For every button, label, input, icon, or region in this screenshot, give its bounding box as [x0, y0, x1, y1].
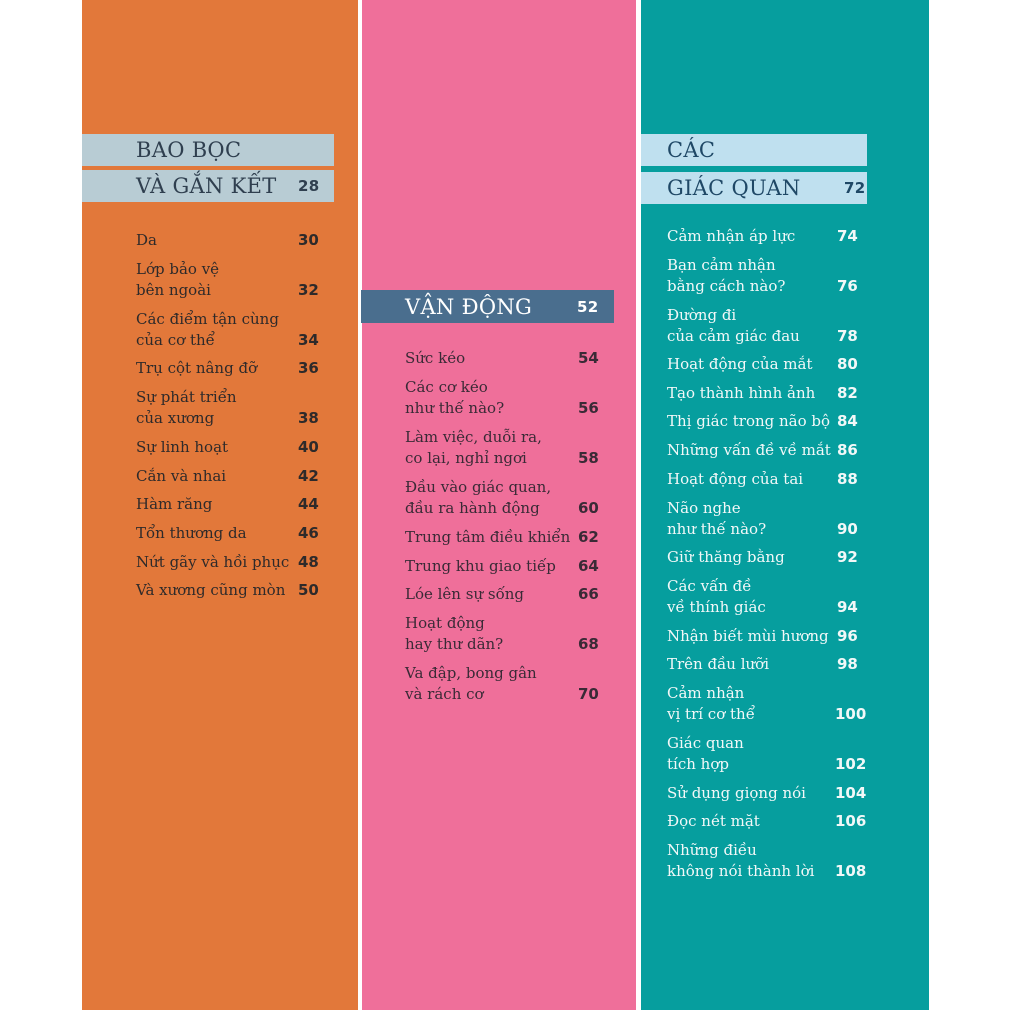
toc-entry [136, 259, 319, 301]
toc-entry-title-line: Tạo thành hình ảnh [667, 384, 816, 402]
toc-entry [405, 427, 599, 469]
toc-entry-page-number: 36 [298, 359, 319, 377]
toc-entry-page-number: 80 [837, 355, 858, 373]
toc-entry [667, 411, 858, 432]
toc-entry [667, 683, 867, 725]
toc-entry-title-line: Cắn và nhai [136, 467, 227, 485]
toc-entry-page-number: 96 [837, 627, 858, 645]
section-header [361, 290, 614, 323]
toc-entry-title-line: Làm việc, duỗi ra, [405, 428, 542, 446]
toc-entry-title-line: Sức kéo [405, 349, 466, 367]
toc-entry-page-number: 92 [837, 548, 858, 566]
toc-entry-title-line: Hoạt động [405, 614, 485, 632]
toc-entry-page-number: 38 [298, 409, 319, 427]
toc-entry-title-line: Não nghe [667, 499, 741, 517]
toc-entry-page-number: 94 [837, 598, 858, 616]
toc-entry-title-line: Nứt gãy và hồi phục [136, 553, 290, 571]
section-column-van-dong [362, 0, 636, 1010]
toc-entry [405, 556, 599, 577]
toc-entry [667, 305, 858, 347]
toc-entry-title-line: Lớp bảo vệ [136, 260, 220, 278]
toc-entry-page-number: 34 [298, 331, 319, 349]
toc-entry-title-line: Các vấn đề [667, 577, 752, 595]
toc-entry-title-line: Sự linh hoạt [136, 438, 229, 456]
toc-entry-title-line: Giác quan [667, 734, 744, 752]
section-title-line-1: CÁC [667, 138, 716, 162]
toc-entry [667, 626, 858, 647]
section-page-number: 28 [298, 177, 320, 195]
toc-entry-title-line: của xương [136, 409, 215, 427]
toc-entry-title-line: Thị giác trong não bộ [667, 412, 831, 430]
toc-entry [405, 584, 599, 605]
toc-entry-title-line: không nói thành lời [667, 862, 815, 880]
toc-entry [405, 377, 599, 419]
section-column-cac-giac-quan [641, 0, 929, 1010]
toc-entry-page-number: 64 [578, 557, 599, 575]
toc-entry-page-number: 56 [578, 399, 599, 417]
toc-entry [667, 840, 867, 882]
toc-entry-title-line: như thế nào? [667, 520, 767, 538]
toc-entry-title-line: Những vấn đề về mắt [667, 441, 831, 459]
toc-entry-title-line: co lại, nghỉ ngơi [405, 449, 527, 467]
toc-entry-page-number: 100 [835, 705, 867, 723]
section-header-line-1 [641, 134, 867, 166]
toc-entry [136, 494, 319, 515]
toc-entry-page-number: 108 [835, 862, 867, 880]
toc-entry-page-number: 58 [578, 449, 599, 467]
toc-entry-title-line: Đầu vào giác quan, [405, 478, 552, 496]
toc-entry-title-line: Tổn thương da [136, 524, 247, 542]
toc-entry-title-line: Trung tâm điều khiển [405, 528, 571, 546]
toc-entry-title-line: của cơ thể [136, 331, 215, 349]
toc-entry-page-number: 82 [837, 384, 858, 402]
section-header-line-2 [82, 170, 334, 202]
toc-entry-title-line: Nhận biết mùi hương [667, 627, 829, 645]
toc-entry-title-line: bên ngoài [136, 281, 211, 299]
toc-entry [136, 552, 319, 573]
toc-entry-page-number: 66 [578, 585, 599, 603]
toc-entry-page-number: 84 [837, 412, 858, 430]
toc-entry [136, 387, 319, 429]
section-page-number: 52 [577, 297, 599, 316]
toc-entry [405, 527, 599, 548]
toc-entry-page-number: 102 [835, 755, 867, 773]
toc-entry [667, 811, 867, 832]
toc-entry-title-line: về thính giác [667, 598, 766, 616]
section-title-line-1: BAO BỌC [136, 138, 242, 162]
toc-entry-title-line: Đường đi [667, 306, 737, 324]
toc-entry-title-line: bằng cách nào? [667, 277, 786, 295]
toc-entry [136, 523, 319, 544]
toc-entry-title-line: Các cơ kéo [405, 378, 488, 396]
toc-entry-title-line: Bạn cảm nhận [667, 256, 776, 274]
toc-entry-page-number: 60 [578, 499, 599, 517]
toc-entry [667, 547, 858, 568]
toc-entry [136, 466, 319, 487]
toc-entry-title-line: Hoạt động của tai [667, 470, 804, 488]
toc-entry [405, 348, 599, 369]
toc-entry-page-number: 70 [578, 685, 599, 703]
toc-entry-title-line: và rách cơ [405, 685, 484, 703]
toc-entry-page-number: 40 [298, 438, 319, 456]
toc-entry-page-number: 86 [837, 441, 858, 459]
toc-entry-page-number: 68 [578, 635, 599, 653]
toc-entry-page-number: 48 [298, 553, 319, 571]
toc-entry-page-number: 98 [837, 655, 858, 673]
toc-entry [667, 498, 858, 540]
toc-entry-page-number: 44 [298, 495, 319, 513]
toc-entry-title-line: Da [136, 231, 157, 249]
toc-entry-title-line: hay thư dãn? [405, 635, 504, 653]
toc-entry-page-number: 88 [837, 470, 858, 488]
toc-entry-page-number: 104 [835, 784, 867, 802]
toc-entry-page-number: 42 [298, 467, 319, 485]
toc-entry [667, 576, 858, 618]
section-header-line-1 [82, 134, 334, 166]
toc-entry-title-line: Sự phát triển [136, 388, 237, 406]
toc-entry-title-line: vị trí cơ thể [667, 705, 755, 723]
toc-entry-page-number: 78 [837, 327, 858, 345]
toc-entry-page-number: 54 [578, 349, 599, 367]
toc-entry-page-number: 90 [837, 520, 858, 538]
toc-entry-title-line: Trên đầu lưỡi [667, 655, 769, 673]
toc-entry-page-number: 32 [298, 281, 319, 299]
toc-entry [667, 733, 867, 775]
toc-entry [136, 437, 319, 458]
toc-entry [405, 663, 599, 705]
toc-entry [405, 477, 599, 519]
toc-entry-page-number: 74 [837, 227, 858, 245]
toc-entry-title-line: của cảm giác đau [667, 327, 800, 345]
section-header-line-2 [641, 172, 867, 204]
toc-entry-title-line: Hàm răng [136, 495, 213, 513]
toc-entry-page-number: 106 [835, 812, 867, 830]
toc-entry-title-line: Cảm nhận áp lực [667, 227, 796, 245]
toc-entry-title-line: Va đập, bong gân [405, 664, 537, 682]
toc-entry-title-line: tích hợp [667, 755, 729, 773]
toc-entry-title-line: Hoạt động của mắt [667, 355, 813, 373]
toc-entry-page-number: 50 [298, 581, 319, 599]
toc-entry-title-line: Trung khu giao tiếp [405, 557, 556, 575]
toc-entry-title-line: Và xương cũng mòn [136, 581, 286, 599]
toc-entry [136, 309, 319, 351]
toc-entry [667, 255, 858, 297]
toc-entry-page-number: 30 [298, 231, 319, 249]
toc-entry [667, 783, 867, 804]
toc-entry-title-line: Lóe lên sự sống [405, 585, 525, 603]
toc-entry-page-number: 76 [837, 277, 858, 295]
toc-entry [136, 358, 319, 379]
section-title: VẬN ĐỘNG [405, 294, 533, 319]
toc-entry [667, 469, 858, 490]
toc-entry-title-line: Giữ thăng bằng [667, 548, 785, 566]
toc-entry [136, 230, 319, 251]
toc-entry-title-line: như thế nào? [405, 399, 505, 417]
toc-entry-title-line: đầu ra hành động [405, 499, 540, 517]
toc-entry-title-line: Trụ cột nâng đỡ [136, 359, 258, 377]
toc-entry [667, 383, 858, 404]
toc-entry [136, 580, 319, 601]
toc-entry [667, 354, 858, 375]
toc-entry [667, 440, 858, 461]
section-column-bao-boc [82, 0, 358, 1010]
toc-entry-page-number: 62 [578, 528, 599, 546]
toc-entry-page-number: 46 [298, 524, 319, 542]
toc-entry-title-line: Sử dụng giọng nói [667, 784, 806, 802]
section-title-line-2: GIÁC QUAN [667, 176, 801, 200]
toc-entry [405, 613, 599, 655]
toc-entry-title-line: Cảm nhận [667, 684, 745, 702]
toc-entry [667, 654, 858, 675]
toc-entry-title-line: Đọc nét mặt [667, 812, 760, 830]
section-title-line-2: VÀ GẮN KẾT [136, 174, 277, 198]
section-page-number: 72 [844, 179, 866, 197]
toc-entry-title-line: Các điểm tận cùng [136, 310, 279, 328]
toc-entry-title-line: Những điều [667, 841, 757, 859]
toc-entry [667, 226, 858, 247]
